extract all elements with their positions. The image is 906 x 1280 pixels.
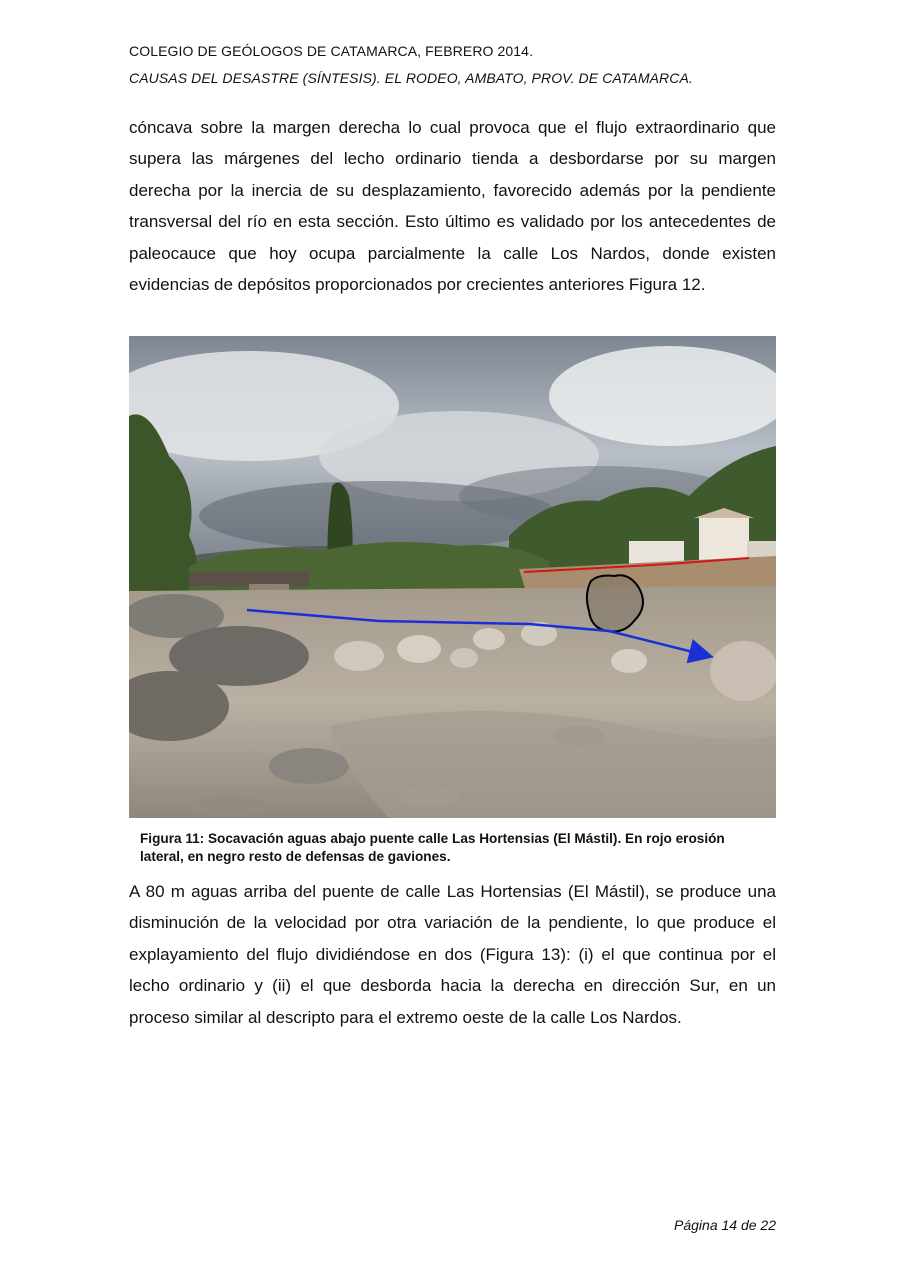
boulder [611,649,647,673]
figure-11-photo [129,336,776,818]
body-paragraph-1: cóncava sobre la margen derecha lo cual provoca que el flujo extraordinario que supera las márgenes del lecho ordinario tienda a desbordarse por su margen derecha por la inercia de su desplazamiento, favorecido además por la pendiente transversal del río en esta sección. Esto último es validado por los antecedentes de paleocauce que hoy ocupa parcialmente la calle Los Nardos, donde existen evidencias de depósitos proporcionados por crecientes anteriores Figura 12. [129,118,776,295]
page-number: Página 14 de 22 [674,1217,776,1233]
boulder [710,641,776,701]
boulder [473,628,505,650]
boulder [269,748,349,784]
boulder [334,641,384,671]
boulder [194,796,264,816]
document-header-subtitle: CAUSAS DEL DESASTRE (SÍNTESIS). EL RODEO, AMBATO, PROV. DE CATAMARCA. [129,70,693,86]
boulder [450,648,478,668]
boulder [397,635,441,663]
bridge-deck [189,572,309,586]
document-header-title: COLEGIO DE GEÓLOGOS DE CATAMARCA, FEBRERO 2014. [129,43,534,59]
body-paragraph-2: A 80 m aguas arriba del puente de calle Las Hortensias (El Mástil), se produce una disminución de la velocidad por otra variación de la pendiente, lo que produce el explayamiento del flujo dividiéndose en dos (Figura 13): (i) el que continua por el lecho ordinario y (ii) el que desborda hacia la derecha en dirección Sur, en un proceso similar al descripto para el extremo oeste de la calle Los Nardos. [129,882,776,1027]
figure-caption: Figura 11: Socavación aguas abajo puente calle Las Hortensias (El Mástil). En rojo erosión lateral, en negro resto de defensas de gaviones. [140,831,725,864]
